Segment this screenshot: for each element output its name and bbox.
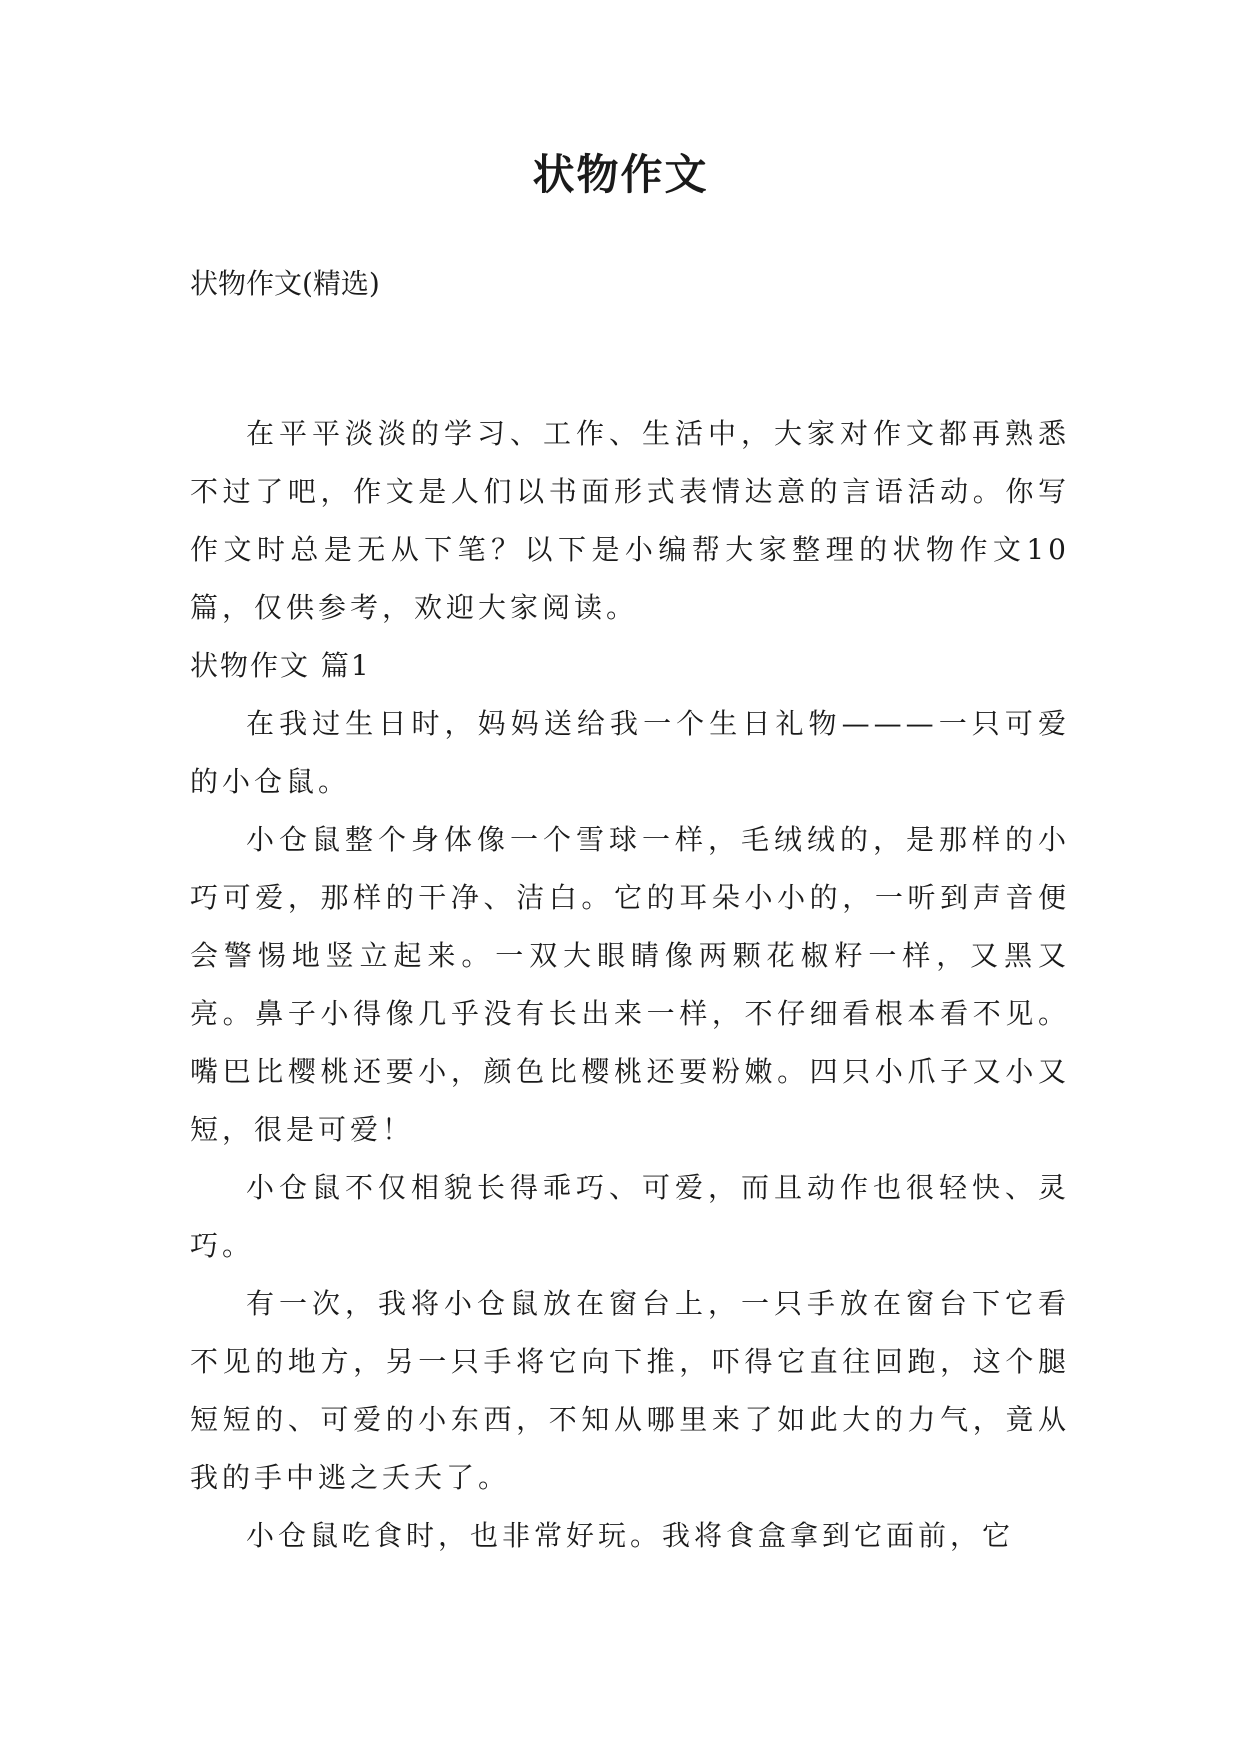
document-subtitle: 状物作文(精选) (190, 267, 380, 300)
body-paragraph: 小仓鼠吃食时，也非常好玩。我将食盒拿到它面前，它 (246, 1519, 1015, 1552)
intro-paragraph: 在平平淡淡的学习、工作、生活中，大家对作文都再熟悉不过了吧，作文是人们以书面形式表情达意的言语活动。你写作文时总是无从下笔？以下是小编帮大家整理的状物作文10篇，仅供参考，欢迎大家阅读。 (190, 417, 1070, 624)
body-paragraph: 在我过生日时，妈妈送给我一个生日礼物———一只可爱的小仓鼠。 (190, 707, 1070, 798)
document-title: 状物作文 (532, 150, 709, 199)
body-paragraph: 有一次，我将小仓鼠放在窗台上，一只手放在窗台下它看不见的地方，另一只手将它向下推，吓得它直往回跑，这个腿短短的、可爱的小东西，不知从哪里来了如此大的力气，竟从我的手中逃之夭夭了。 (190, 1287, 1070, 1494)
body-paragraph: 小仓鼠不仅相貌长得乖巧、可爱，而且动作也很轻快、灵巧。 (190, 1171, 1070, 1262)
section-heading: 状物作文 篇1 (190, 649, 371, 682)
document-body (190, 405, 1070, 1565)
body-paragraph: 小仓鼠整个身体像一个雪球一样，毛绒绒的，是那样的小巧可爱，那样的干净、洁白。它的耳朵小小的，一听到声音便会警惕地竖立起来。一双大眼睛像两颗花椒籽一样，又黑又亮。鼻子小得像几乎没有长出来一样，不仔细看根本看不见。嘴巴比樱桃还要小，颜色比樱桃还要粉嫩。四只小爪子又小又短，很是可爱！ (190, 823, 1070, 1146)
